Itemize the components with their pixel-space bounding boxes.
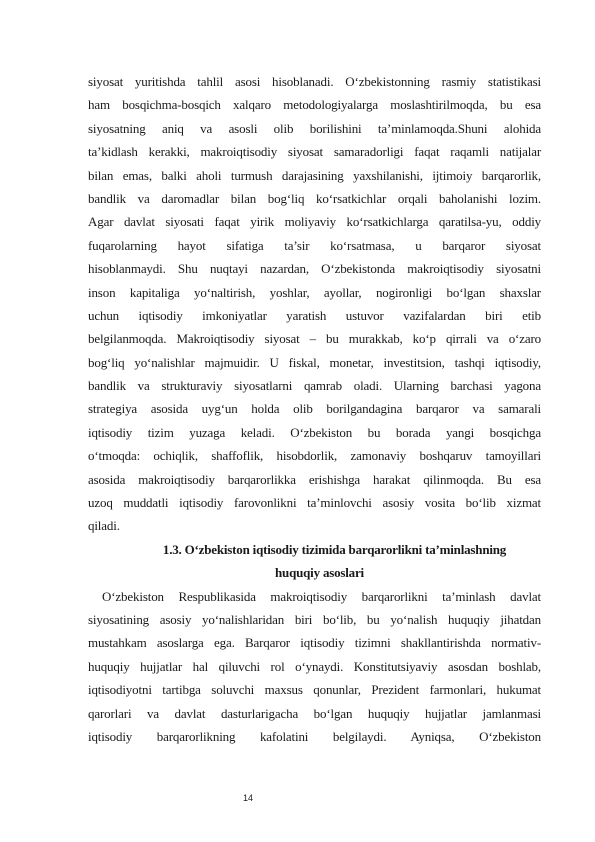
text-line: ta’kidlash kerakki, makroiqtisodiy siyosat samaradorligi faqat raqamli natijalar xyxy=(88,144,541,160)
section-heading-line-2: huquqiy asoslari xyxy=(275,565,364,581)
text-line: iqtisodiy tizim yuzaga keladi. O‘zbekiston bu borada yangi bosqichga xyxy=(88,424,541,440)
text-line: belgilanmoqda. Makroiqtisodiy siyosat – bu murakkab, ko‘p qirrali va o‘zaro xyxy=(88,331,541,347)
paragraph-2 xyxy=(88,585,541,749)
text-line: iqtisodiyotni tartibga soluvchi maxsus qonunlar, Prezident farmonlari, hukumat xyxy=(88,682,541,698)
text-line: bog‘liq yo‘nalishlar majmuidir. U fiskal, monetar, investitsion, tashqi iqtisodiy, xyxy=(88,354,541,370)
text-line: asosida makroiqtisodiy barqarorlikka erishishga harakat qilinmoqda. Bu esa xyxy=(88,471,541,487)
text-line: qiladi. xyxy=(88,518,120,534)
text-line: ham bosqichma-bosqich xalqaro metodologiyalarga moslashtirilmoqda, bu esa xyxy=(88,97,541,113)
text-line: Agar davlat siyosati faqat yirik moliyaviy ko‘rsatkichlarga qaratilsa-yu, oddiy xyxy=(88,214,541,230)
text-line: bandlik va strukturaviy siyosatlarni qamrab oladi. Ularning barchasi yagona xyxy=(88,378,541,394)
text-line: uzoq muddatli iqtisodiy farovonlikni ta’minlovchi asosiy vosita bo‘lib xizmat xyxy=(88,495,541,511)
text-line: qarorlari va davlat dasturlarigacha bo‘lgan huquqiy hujjatlar jamlanmasi xyxy=(88,705,541,721)
text-line: mustahkam asoslarga ega. Barqaror iqtisodiy tizimni shakllantirishda normativ- xyxy=(88,635,541,651)
text-line: inson kapitaliga yo‘naltirish, yoshlar, ayollar, nogironligi bo‘lgan shaxslar xyxy=(88,284,541,300)
text-line: bilan emas, balki aholi turmush darajasining yaxshilanishi, ijtimoiy barqarorlik, xyxy=(88,167,541,183)
text-line: bandlik va daromadlar bilan bog‘liq ko‘rsatkichlar orqali baholanishi lozim. xyxy=(88,190,541,206)
text-line: o‘tmoqda: ochiqlik, shaffoflik, hisobdorlik, zamonaviy boshqaruv tamoyillari xyxy=(88,448,541,464)
text-line: fuqarolarning hayot sifatiga ta’sir ko‘rsatmasa, u barqaror siyosat xyxy=(88,237,541,253)
text-line: O‘zbekiston Respublikasida makroiqtisodiy barqarorlikni ta’minlash davlat xyxy=(102,588,541,604)
section-heading xyxy=(88,538,541,585)
text-line: iqtisodiy barqarorlikning kafolatini belgilaydi. Ayniqsa, O‘zbekiston xyxy=(88,728,541,744)
text-line: uchun iqtisodiy imkoniyatlar yaratish ustuvor vazifalardan biri etib xyxy=(88,307,541,323)
document-page xyxy=(88,70,541,748)
text-line: huquqiy hujjatlar hal qiluvchi rol o‘ynaydi. Konstitutsiyaviy asosdan boshlab, xyxy=(88,658,541,674)
page-number: 14 xyxy=(243,793,254,803)
text-line: siyosatning aniq va asosli olib borilishini ta’minlamoqda.Shuni alohida xyxy=(88,120,541,136)
text-line: strategiya asosida uyg‘un holda olib borilgandagina barqaror va samarali xyxy=(88,401,541,417)
text-line: siyosat yuritishda tahlil asosi hisoblanadi. O‘zbekistonning rasmiy statistikasi xyxy=(88,74,541,89)
paragraph-1 xyxy=(88,70,541,538)
section-heading-line-1: 1.3. O‘zbekiston iqtisodiy tizimida barqarorlikni ta’minlashning xyxy=(162,541,507,557)
text-line: siyosatining asosiy yo‘nalishlaridan biri bo‘lib, bu yo‘nalish huquqiy jihatdan xyxy=(88,611,541,627)
text-line: hisoblanmaydi. Shu nuqtayi nazardan, O‘zbekistonda makroiqtisodiy siyosatni xyxy=(88,261,541,277)
